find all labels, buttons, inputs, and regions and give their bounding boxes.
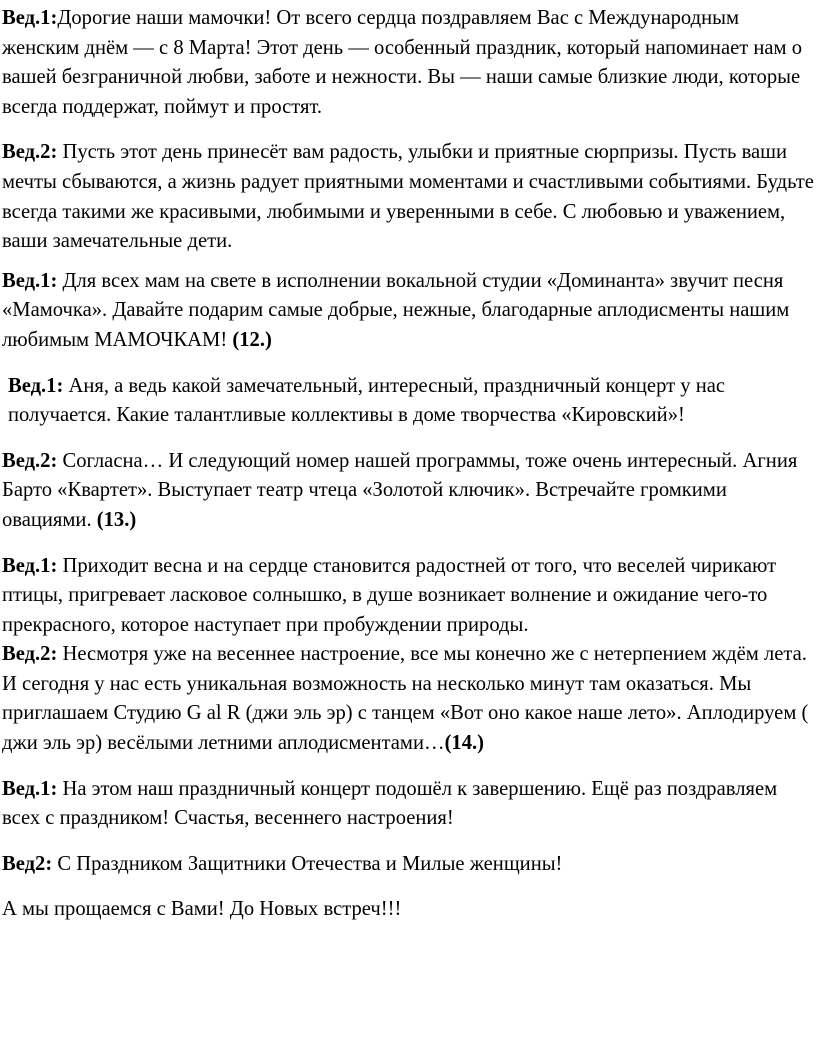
paragraph-text: С Праздником Защитники Отечества и Милые женщины!	[52, 852, 563, 875]
speaker-label: Вед.2:	[2, 449, 58, 472]
program-number: (14.)	[444, 732, 485, 755]
paragraph-text: Пусть этот день принесёт вам радость, улыбки и приятные сюрпризы. Пусть ваши мечты сбываются, а жизнь радует приятными моментами и счастливыми событиями. Будьте всегда такими же красивыми, любимыми и уверенными в себе. С любовью и уважением, ваши замечательные дети.	[2, 141, 814, 253]
paragraph-9	[2, 850, 814, 880]
paragraph-5	[2, 447, 814, 536]
paragraph-10	[2, 895, 814, 925]
program-number: (12.)	[232, 328, 272, 351]
paragraph-text: Приходит весна и на сердце становится радостней от того, что веселей чирикают птицы, пригревает ласковое солнышко, в душе возникает волнение и ожидание чего-то прекрасного, которое наступает при пробуждении природы.	[2, 554, 777, 636]
speaker-label: Вед.1:	[2, 554, 58, 577]
speaker-label: Вед.2:	[2, 141, 58, 164]
program-number: (13.)	[96, 508, 137, 531]
paragraph-text: Для всех мам на свете в исполнении вокальной студии «Доминанта» звучит песня «Мамочка». Давайте подарим самые добрые, нежные, благодарные аплодисменты нашим любимым МАМОЧКАМ!	[2, 269, 790, 351]
paragraph-text: А мы прощаемся с Вами! До Новых встреч!!!	[2, 898, 402, 921]
paragraph-8	[2, 775, 814, 834]
paragraph-text: Согласна… И следующий номер нашей программы, тоже очень интересный. Агния Барто «Квартет». Выступает театр чтеца «Золотой ключик». Встречайте громкими овациями.	[2, 449, 798, 531]
paragraph-text: Аня, а ведь какой замечательный, интересный, праздничный концерт у нас получается. Какие талантливые коллективы в доме творчества «Кировский»!	[8, 374, 725, 427]
document-body	[2, 4, 814, 925]
speaker-label: Вед.2:	[2, 643, 58, 666]
speaker-label: Вед.1:	[2, 777, 58, 800]
paragraph-1	[2, 4, 814, 122]
speaker-label: Вед.1:	[8, 374, 64, 397]
paragraph-7	[2, 640, 814, 758]
paragraph-text: Несмотря уже на весеннее настроение, все мы конечно же с нетерпением ждём лета. И сегодня у нас есть уникальная возможность на несколько минут там оказаться. Мы приглашаем Студию G al R (джи эль эр) с танцем «Вот оно какое наше лето». Аплодируем ( джи эль эр) весёлыми летними аплодисментами…	[2, 643, 809, 755]
paragraph-text: Дорогие наши мамочки! От всего сердца поздравляем Вас с Международным женским днём — с 8 Марта! Этот день — особенный праздник, который напоминает нам о вашей безграничной любви, заботе и нежности. Вы — наши самые близкие люди, которые всегда поддержат, поймут и простят.	[2, 7, 803, 118]
speaker-label: Вед.1:	[2, 269, 58, 292]
speaker-label: Вед.1:	[2, 7, 58, 29]
paragraph-6	[2, 552, 814, 641]
paragraph-text: На этом наш праздничный концерт подошёл к завершению. Ещё раз поздравляем всех с праздником! Счастья, весеннего настроения!	[2, 777, 778, 830]
paragraph-3	[2, 267, 814, 356]
speaker-label: Вед2:	[2, 852, 53, 875]
paragraph-4	[2, 372, 814, 431]
paragraph-2	[2, 138, 814, 256]
